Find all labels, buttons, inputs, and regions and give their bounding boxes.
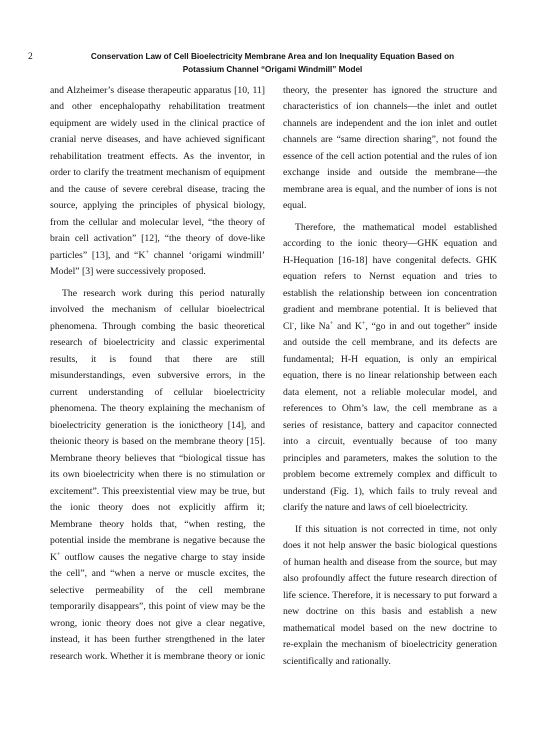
text-line: life science. Therefore, it is necessary to put forward a (283, 589, 497, 601)
text-line: re-explain the mechanism of bioelectricity generation (283, 639, 497, 651)
text-line: equation refers to Nernst equation and tries to (283, 271, 497, 283)
paper-title (0, 51, 545, 76)
text-line: equation, there is no linear relationship between each (283, 370, 497, 382)
text-segment: , “go in and out together” inside (365, 320, 497, 332)
text-line: Membrane theory holds that, “when resting, the (50, 518, 265, 530)
text-line: order to clarify the treatment mechanism of equipment (50, 167, 265, 179)
text-segment: K (50, 551, 57, 563)
text-line: and outside the cell membrane, and its defects are (283, 337, 497, 349)
text-line: references to Ohm’s law, the cell membrane as a (283, 403, 497, 415)
text-line: the cell”, and “when a nerve or muscle excites, the (50, 568, 265, 580)
text-segment: particles” [13], and “K (50, 249, 146, 261)
text-line: research of bioelectricity and classic experimental (50, 337, 265, 349)
text-line: Model” [3] were successively proposed. (50, 266, 206, 278)
text-line: phenomena. Through combing the basic theoretical (50, 320, 265, 332)
paragraph (283, 83, 497, 215)
text-line: clarify the nature and laws of cell bioelectricity. (283, 502, 468, 514)
text-line: brain cell activation” [12], “the theory of dove-like (50, 233, 265, 245)
text-line: data element, not a reliable molecular model, and (283, 386, 497, 398)
text-line: understand (Fig. 1), which fails to truly reveal and (283, 485, 497, 497)
text-line: If this situation is not corrected in time, not only (295, 523, 497, 535)
text-line: misunderstandings, even subversive errors, in the (50, 370, 265, 382)
text-line: phenomena. The theory explaining the mechanism of (50, 403, 265, 415)
text-line: excitement”. This preexistential view may be true, but (50, 485, 265, 497)
paragraph (50, 286, 265, 666)
text-line: rehabilitation treatment effects. As the inventor, in (50, 150, 265, 162)
text-line: fundamental; H-H equation, is only an empirical (283, 353, 497, 365)
right-column (283, 83, 497, 671)
text-line: its own bioelectricity when there is no stimulation or (50, 469, 265, 481)
text-line: equipment are widely used in the clinical practice of (50, 117, 265, 129)
superscript: + (361, 319, 366, 327)
page-number: 2 (28, 52, 33, 62)
text-line: and other encephalopathy rehabilitation treatment (50, 101, 265, 113)
left-column (50, 83, 265, 666)
text-line: potential inside the membrane is negative because the (50, 535, 265, 547)
text-line: wrong, ionic theory does not give a clear negative, (50, 617, 265, 629)
text-line: also profoundly affect the future research direction of (283, 573, 497, 585)
text-line: cranial nerve diseases, and have achieved significant (50, 134, 265, 146)
text-line: equal. (283, 200, 307, 212)
text-line: characteristics of ion channels—the inlet and outlet (283, 101, 497, 113)
text-line: gradient and membrane potential. It is believed that (283, 304, 497, 316)
text-line (50, 550, 265, 567)
text-line: establish the relationship between ion concentration (283, 287, 497, 299)
paragraph (283, 522, 497, 671)
text-line: and Alzheimer’s disease therapeutic apparatus [10, 11] (50, 84, 265, 96)
text-line: theory, the presenter has ignored the structure and (283, 84, 497, 96)
text-line: does it not help answer the basic biological questions (283, 540, 497, 552)
text-line: current understanding of cellular bioelectricity (50, 386, 265, 398)
text-segment: channel ‘origami windmill’ (148, 249, 265, 261)
text-line: scientifically and rationally. (283, 655, 391, 667)
text-line: essence of the cell action potential and the rules of ion (283, 150, 497, 162)
title-line: Conservation Law of Cell Bioelectricity Membrane Area and Ion Inequality Equation Based on (90, 52, 455, 61)
text-line: temporarily disappears”, this point of view may be the (50, 601, 265, 613)
text-line (50, 248, 265, 265)
text-line: bioelectricity generation is the ionictheory [14], and (50, 419, 265, 431)
text-segment: outflow causes the negative charge to stay inside (60, 551, 265, 563)
text-line: problem become extremely complex and difficult to (283, 469, 497, 481)
text-line: instead, it has been further strengthened in the later (50, 634, 265, 646)
text-line: selective permeability of the cell membrane (50, 584, 265, 596)
text-segment: Cl (283, 320, 293, 332)
title-line: Potassium Channel “Origami Windmill” Model (182, 64, 363, 74)
text-line: research work. Whether it is membrane theory or ionic (50, 650, 265, 662)
superscript: - (292, 319, 295, 327)
paragraph (50, 83, 265, 281)
text-line: the ionic theory does not explicitly affirm it; (50, 502, 265, 514)
text-line: The research work during this period naturally (62, 287, 265, 299)
text-segment: and K (333, 320, 362, 332)
text-line (283, 319, 497, 336)
text-line: membrane area is equal, and the number of ions is not (283, 183, 497, 195)
text-line: Therefore, the mathematical model established (295, 221, 497, 233)
text-line: source, applying the principles of physical biology, (50, 200, 265, 212)
text-line: principles and parameters, makes the solution to the (283, 452, 497, 464)
paragraph (283, 220, 497, 517)
superscript: + (329, 319, 334, 327)
text-line: from the cellular and molecular level, “the theory of (50, 216, 265, 228)
text-segment: , like Na (294, 320, 330, 332)
text-line: new doctrine on this basis and establish a new (283, 606, 497, 618)
text-line: of human health and disease from the source, but may (283, 556, 497, 568)
superscript: + (57, 550, 61, 558)
text-line: and the cause of severe cerebral disease, tracing the (50, 183, 265, 195)
text-line: channels are “same direction sharing”, not found the (283, 134, 497, 146)
text-line: channels are independent and the ion inlet and outlet (283, 117, 497, 129)
text-line: exchange inside and outside the membrane—the (283, 167, 497, 179)
text-line: mathematical model based on the new doctrine to (283, 622, 497, 634)
text-line: series of resistance, battery and capacitor connected (283, 419, 497, 431)
text-line: according to the ionic theory—GHK equation and (283, 238, 497, 250)
text-line: theionic theory is based on the membrane theory [15]. (50, 436, 265, 448)
text-line: Membrane theory believes that “biological tissue has (50, 452, 265, 464)
text-line: H-Hequation [16-18] have congenital defects. GHK (283, 254, 497, 266)
text-line: involved the mechanism of cellular bioelectrical (50, 304, 265, 316)
text-line: results, it is found that there are still (50, 353, 265, 365)
text-line: into a circuit, eventually because of too many (283, 436, 497, 448)
superscript: + (145, 248, 149, 256)
